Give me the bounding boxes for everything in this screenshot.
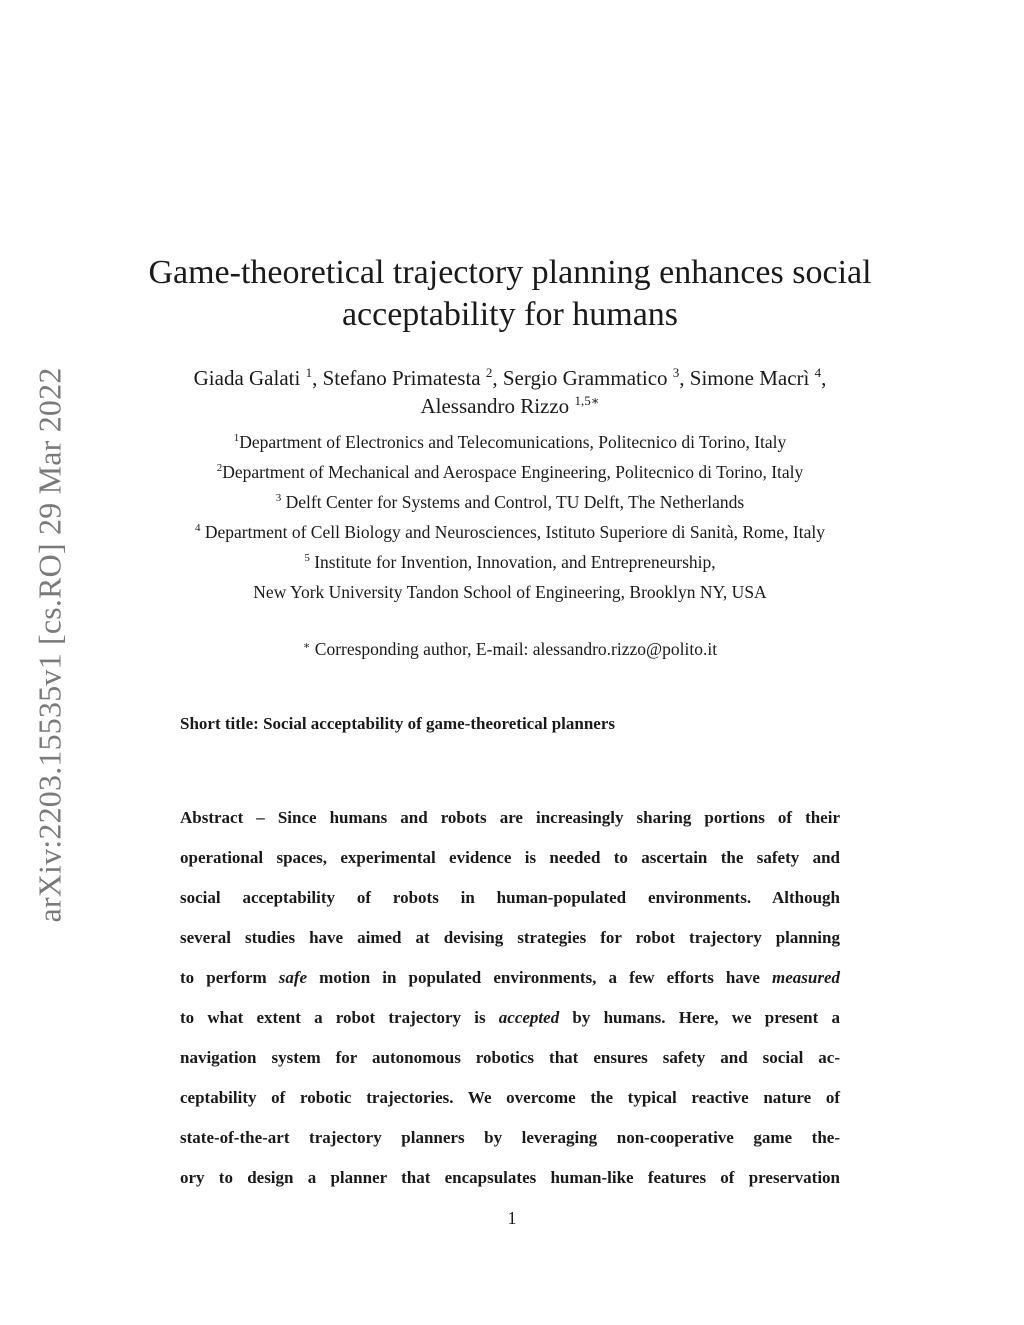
affiliation [100, 547, 920, 577]
abstract-text: by humans. Here, we present a [559, 1008, 840, 1027]
author-name: Alessandro Rizzo [420, 394, 570, 418]
abstract-line: ceptability of robotic trajectories. We overcome the typical reactive nature of [180, 1088, 840, 1107]
affiliation [100, 427, 920, 457]
affiliation-mark: 5 [304, 552, 310, 564]
affiliation-mark: 3 [275, 492, 282, 504]
abstract-line: ory to design a planner that encapsulates human-like features of preservation [180, 1168, 840, 1187]
affiliation-list [100, 427, 920, 607]
affiliation-text: Delft Center for Systems and Control, TU Delft, The Netherlands [281, 492, 745, 512]
author-list: Giada Galati $^1$, Stefano Primatesta $^2$, Sergio Grammatico $^3$, Simone Macrì $^4$, Alessandro Rizzo $^{1,5∗}$ [193, 365, 827, 418]
affiliation-mark: 4 [194, 522, 201, 534]
affiliation-text: Department of Mechanical and Aerospace Engineering, Politecnico di Torino, Italy [222, 462, 804, 482]
author-affiliation-mark: 1,5∗ [574, 393, 600, 408]
affiliation [100, 487, 920, 517]
abstract-text: to what extent a robot trajectory is [180, 1008, 499, 1027]
affiliation-mark: 2 [216, 462, 223, 474]
author-affiliation-mark: 3 [672, 365, 680, 380]
affiliation-text: Institute for Invention, Innovation, and Entrepreneurship, [309, 552, 716, 572]
abstract-line: Abstract – Since humans and robots are increasingly sharing portions of their [180, 808, 840, 827]
affiliation-text: Department of Electronics and Telecomunications, Politecnico di Torino, Italy [239, 432, 787, 452]
arxiv-identifier: arXiv:2203.15535v1 [cs.RO] 29 Mar 2022 [31, 367, 68, 923]
author-name: Giada Galati [193, 366, 301, 390]
corresponding-mark: ∗ [302, 640, 311, 652]
affiliation [100, 577, 920, 607]
abstract-emphasis: accepted [498, 1008, 560, 1027]
author-name: Stefano Primatesta [322, 366, 481, 390]
author-name: Simone Macrì [689, 366, 810, 390]
page-number: 1 [507, 1208, 517, 1228]
author-name: Sergio Grammatico [502, 366, 668, 390]
abstract-text: motion in populated environments, a few efforts have [307, 968, 773, 987]
affiliation-text: Department of Cell Biology and Neurosciences, Istituto Superiore di Sanità, Rome, Italy [200, 522, 825, 542]
abstract-line: state-of-the-art trajectory planners by leveraging non-cooperative game the- [180, 1128, 840, 1147]
affiliation [100, 457, 920, 487]
title-line-2: acceptability for humans [341, 296, 679, 333]
abstract-text: to perform [180, 968, 279, 987]
short-title: Short title: Social acceptability of game-theoretical planners [180, 714, 615, 733]
title-line-1: Game-theoretical trajectory planning enhances social [148, 254, 872, 291]
abstract-line: social acceptability of robots in human-populated environments. Although [180, 888, 840, 907]
author-affiliation-mark: 4 [814, 365, 822, 380]
abstract [180, 798, 840, 1198]
abstract-line [180, 958, 840, 998]
abstract-emphasis: safe [278, 968, 308, 987]
corresponding-author-note [100, 637, 920, 661]
corresponding-text: Corresponding author, E-mail: alessandro.rizzo@polito.it [310, 639, 718, 659]
affiliation [100, 517, 920, 547]
abstract-line: navigation system for autonomous robotics that ensures safety and social ac- [180, 1048, 840, 1067]
abstract-emphasis: measured [772, 968, 841, 987]
abstract-line: operational spaces, experimental evidence is needed to ascertain the safety and [180, 848, 840, 867]
author-affiliation-mark: 1 [305, 365, 313, 380]
abstract-line: several studies have aimed at devising strategies for robot trajectory planning [180, 928, 840, 947]
affiliation-text: New York University Tandon School of Engineering, Brooklyn NY, USA [253, 582, 767, 602]
abstract-line [180, 998, 840, 1038]
author-affiliation-mark: 2 [485, 365, 493, 380]
affiliation-mark: 1 [233, 432, 240, 444]
paper-title [100, 252, 920, 336]
